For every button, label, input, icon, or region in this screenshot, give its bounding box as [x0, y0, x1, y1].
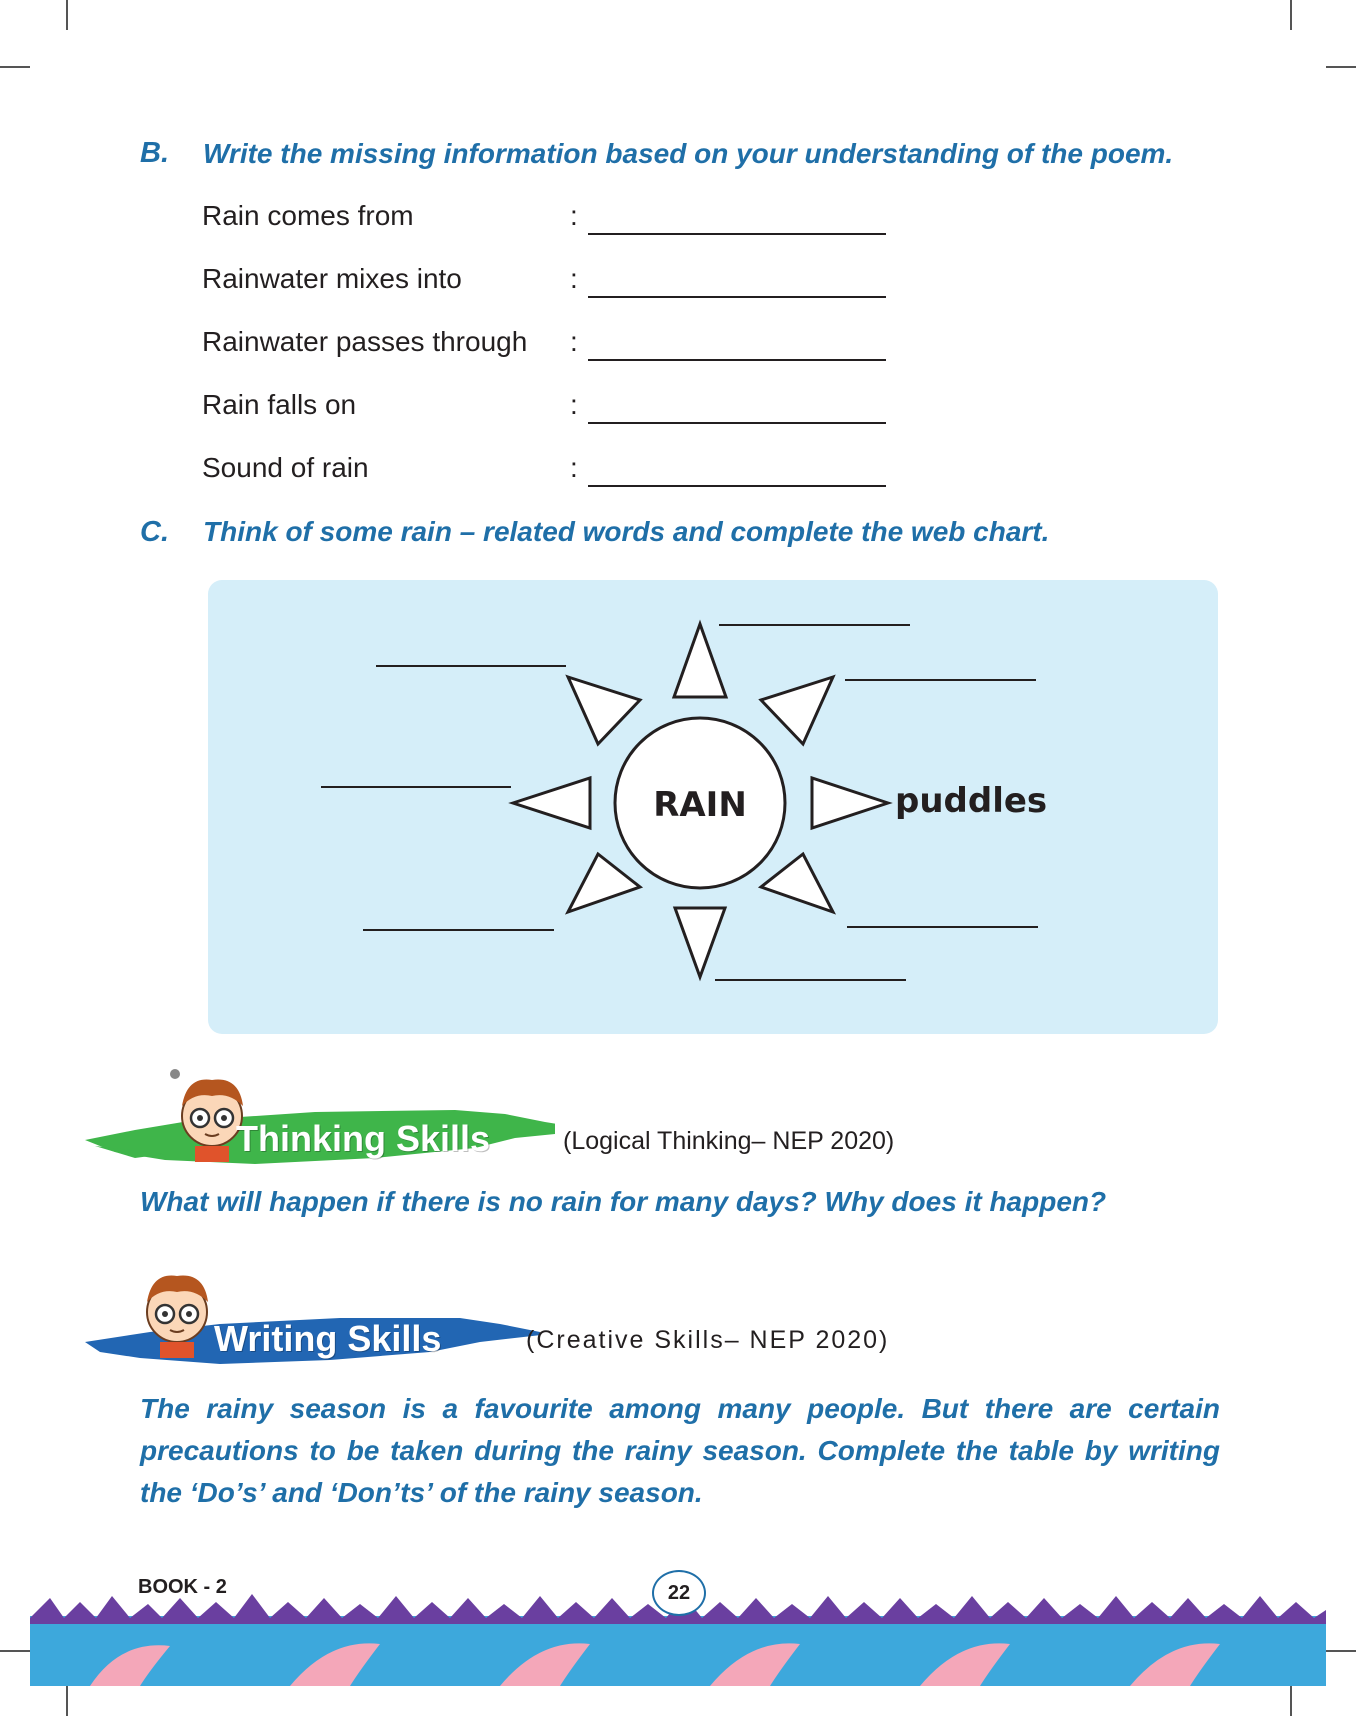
answer-blank[interactable] — [588, 233, 886, 235]
triangle-lower-right — [761, 854, 833, 912]
crop-mark — [1290, 1686, 1292, 1716]
filled-word: puddles — [895, 781, 1048, 821]
section-c-letter: C. — [140, 516, 169, 548]
triangle-upper-left — [568, 677, 640, 744]
crop-mark — [1326, 1650, 1356, 1652]
triangle-left — [513, 778, 590, 828]
fill-colon: : — [570, 452, 578, 483]
triangle-upper-right — [761, 677, 833, 744]
fill-colon: : — [570, 263, 578, 294]
fill-label: Rain comes from — [202, 200, 414, 231]
answer-blank[interactable] — [588, 422, 886, 424]
section-b-letter: B. — [140, 137, 169, 169]
fill-row — [202, 452, 902, 492]
answer-blank[interactable] — [588, 485, 886, 487]
thinking-question: What will happen if there is no rain for many days? Why does it happen? — [140, 1186, 1107, 1217]
fill-label: Rainwater passes through — [202, 326, 528, 357]
writing-prompt: The rainy season is a favourite among many people. But there are certain precautions to be taken during the rainy season. Complete the table by writing the ‘Do’s’ and ‘Don’ts’ of the rainy season. — [140, 1393, 1220, 1508]
fill-row — [202, 326, 902, 366]
center-word: RAIN — [653, 785, 747, 825]
fill-row — [202, 389, 902, 429]
triangle-top — [674, 624, 726, 697]
section-c-title: Think of some rain – related words and complete the web chart. — [203, 516, 1050, 547]
crop-mark — [0, 66, 30, 68]
crop-mark — [66, 1686, 68, 1716]
web-chart — [208, 580, 1218, 1034]
section-b-title: Write the missing information based on your understanding of the poem. — [203, 138, 1174, 169]
crop-mark — [66, 0, 68, 30]
thinking-skills-label: Thinking Skills — [236, 1118, 491, 1159]
crop-mark — [0, 1650, 30, 1652]
triangle-bottom — [675, 908, 725, 977]
web-chart-diagram — [208, 580, 1218, 1034]
writing-skills-tag: (Creative Skills– NEP 2020) — [526, 1326, 890, 1354]
fill-colon: : — [570, 200, 578, 231]
crop-mark — [1290, 0, 1292, 30]
page-number: 22 — [652, 1570, 706, 1616]
thinking-skills-tag: (Logical Thinking– NEP 2020) — [563, 1127, 895, 1155]
triangle-right — [812, 778, 888, 828]
fill-row — [202, 263, 902, 303]
fill-label: Rainwater mixes into — [202, 263, 462, 294]
fill-label: Rain falls on — [202, 389, 357, 420]
answer-blank[interactable] — [588, 296, 886, 298]
book-label: BOOK - 2 — [138, 1576, 227, 1598]
fill-colon: : — [570, 389, 578, 420]
answer-blank[interactable] — [588, 359, 886, 361]
fill-colon: : — [570, 326, 578, 357]
crop-mark — [1326, 66, 1356, 68]
writing-skills-label: Writing Skills — [214, 1318, 442, 1359]
fill-label: Sound of rain — [202, 452, 369, 483]
fill-row — [202, 200, 902, 240]
triangle-lower-left — [568, 854, 640, 912]
